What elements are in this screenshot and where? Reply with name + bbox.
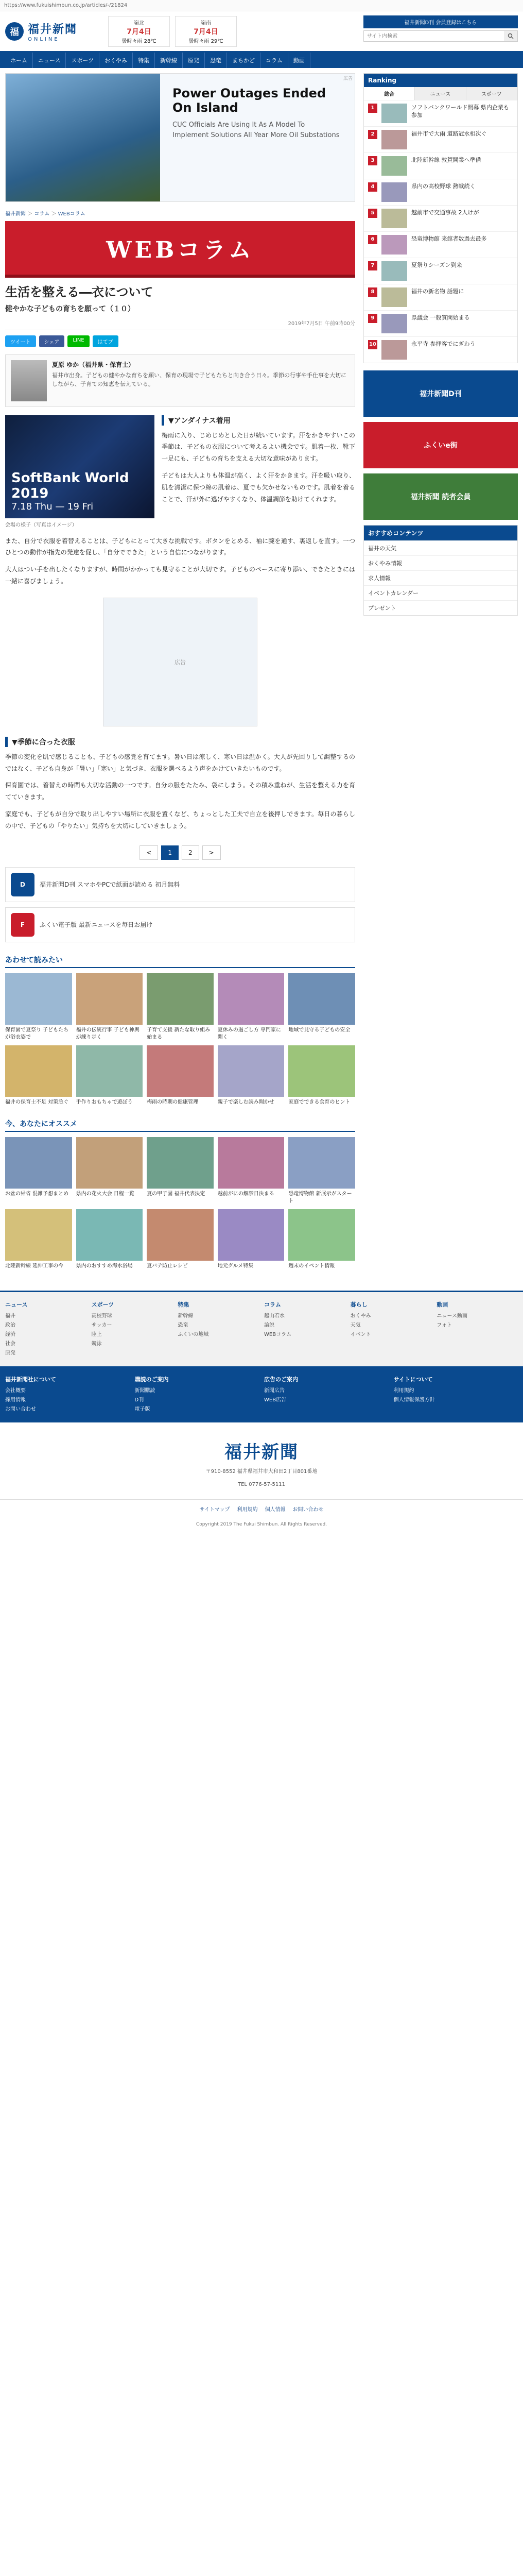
footer-link[interactable]: お問い合わせ [5,1406,36,1413]
ranking-tab[interactable]: ニュース [415,87,466,100]
recommend-item[interactable]: 地元グルメ特集 [218,1209,285,1270]
ranking-tabs [364,87,517,100]
footer-column: 特集 新幹線 恐竜 ふくいの地域 [178,1300,259,1358]
copyright: Copyright 2019 The Fukui Shimbun. All Rights Reserved. [196,1522,327,1528]
nav-item[interactable]: 特集 [133,53,155,68]
related-item[interactable]: 親子で楽しむ読み聞かせ [218,1045,285,1106]
ranking-item[interactable]: 3 北陸新幹線 敦賀開業へ準備 [364,152,517,179]
related-item[interactable]: 夏休みの過ごし方 専門家に聞く [218,973,285,1041]
weather-north[interactable]: 嶺北 7月4日 曇時々雨 28℃ [108,16,170,47]
promo-banner[interactable] [5,907,355,942]
footer-corporate-column: 福井新聞社について 会社概要 採用情報 お問い合わせ [5,1375,130,1415]
breadcrumb-item[interactable]: WEBコラム [58,211,85,217]
related-item[interactable]: 梅雨の時期の健康管理 [147,1045,214,1106]
breadcrumb-item[interactable]: 福井新聞 [5,211,26,217]
footer-link[interactable]: 新聞広告 [264,1388,285,1394]
footer-tel: TEL 0776-57-5111 [237,1482,286,1488]
nav-item[interactable]: 恐竜 [205,53,227,68]
facebook-share-button[interactable]: シェア [39,335,65,347]
footer-link[interactable]: サイトマップ [199,1507,230,1513]
footer-link[interactable]: 恐竜 [178,1322,188,1328]
article-paragraph: 梅雨に入り、じめじめとした日が続いています。汗をかきやすいこの季節は、子どもの衣服について考えるよい機会です。肌着一枚、靴下一足にも、子どもの育ちを支える大切な意味があります。 [162,431,355,463]
ranking-box [363,73,518,363]
footer-link[interactable]: WEBコラム [264,1331,291,1337]
article-meta [5,319,355,330]
article-paragraph: 大人はつい手を出したくなりますが、時間がかかっても見守ることが大切です。子どものペースに寄り添い、できたときには一緒に喜びましょう。 [5,566,355,585]
related-item[interactable]: 福井の伝統行事 子ども神輿が練り歩く [76,973,143,1041]
sidebar [363,73,518,1270]
footer-link[interactable]: 政治 [5,1322,15,1328]
search-icon[interactable] [504,31,517,41]
article-date: 2019年7月5日 午前9時00分 [288,320,355,327]
author-bio: 福井市出身。子どもの健やかな育ちを願い、保育の現場で子どもたちと向き合う日々。季節の行事や手仕事を大切にしながら、子育ての知恵を伝えている。 [52,371,346,388]
footer-corporate-column: サイトについて 利用規約 個人情報保護方針 [394,1375,518,1415]
recommend-item[interactable]: 週末のイベント情報 [288,1209,355,1270]
ranking-tab[interactable]: スポーツ [466,87,517,100]
nav-item[interactable]: 新幹線 [155,53,183,68]
column-banner: WEBコラム [5,221,355,278]
footer-link[interactable]: 新聞購読 [134,1388,155,1394]
site-search [363,30,518,42]
ad-label: 広告 [343,76,353,81]
recommend-item[interactable]: お盆の帰省 混雑予想まとめ [5,1137,72,1205]
footer-link[interactable]: 個人情報保護方針 [393,1397,435,1403]
ranking-item[interactable]: 9 県議会 一般質問始まる [364,310,517,336]
main-column [5,73,355,1270]
ad-image [6,74,160,201]
weather-widget [108,16,237,47]
ranking-item[interactable]: 8 福井の新名物 話題に [364,284,517,310]
footer-column: スポーツ 高校野球 サッカー 陸上 競泳 [92,1300,173,1358]
author-name: 夏原 ゆか（福井県・保育士） [52,361,135,368]
recommend-item[interactable]: 夏バテ防止レシピ [147,1209,214,1270]
recommend-item[interactable]: 北陸新幹線 延伸工事の今 [5,1209,72,1270]
footer-link[interactable]: WEB広告 [264,1397,287,1403]
member-register-button[interactable]: 福井新聞D刊 会員登録はこちら [363,15,518,28]
related-grid [5,973,355,1106]
ranking-title: Ranking [364,74,517,87]
footer-logo[interactable]: 福井新聞 [224,1442,299,1463]
ranking-item[interactable]: 10 永平寺 参拝客でにぎわう [364,336,517,363]
related-item[interactable]: 手作りおもちゃで遊ぼう [76,1045,143,1106]
promo-text: 福井新聞D刊 スマホやPCで紙面が読める 初月無料 [40,881,180,889]
breadcrumb: 福井新聞 ＞ コラム ＞ WEBコラム [5,211,85,217]
site-header [0,11,523,53]
prev-page-button[interactable]: < [140,845,158,860]
nav-item[interactable]: まちかど [227,53,260,68]
footer-link[interactable]: 利用規約 [393,1388,414,1394]
footer-link[interactable]: 利用規約 [237,1507,258,1513]
article-paragraph: また、自分で衣服を着替えることは、子どもにとって大きな挑戦です。ボタンをとめる、袖に腕を通す、裏返しを直す。一つひとつの動作が指先の発達を促し、「自分でできた」という自信につながります。 [5,537,355,556]
footer-link[interactable]: ニュース動画 [437,1313,467,1319]
footer-link[interactable]: 会社概要 [5,1388,26,1394]
nav-item[interactable]: おくやみ [99,53,133,68]
footer-link[interactable]: 福井 [5,1313,15,1319]
nav-item[interactable]: ホーム [5,53,33,68]
footer-corporate-column: 広告のご案内 新聞広告 WEB広告 [264,1375,389,1415]
article-subtitle: 健やかな子どもの育ちを願って（１０） [5,304,135,313]
article-paragraph: 保育園では、着替えの時間も大切な活動の一つです。自分の服をたたみ、袋にしまう。その積み重ねが、生活を整える力を育てていきます。 [5,782,355,801]
related-item[interactable]: 地域で見守る子どもの安全 [288,973,355,1041]
pagination [5,845,355,860]
footer-bottom-links [0,1499,523,1518]
promo-banner[interactable] [5,867,355,902]
related-section-title: あわせて読みたい [5,955,355,968]
ranking-item[interactable]: 4 県内の高校野球 熱戦続く [364,179,517,205]
inline-ad[interactable]: 広告 [103,598,257,726]
footer-links [5,1300,518,1358]
article-title: 生活を整える―衣について [5,285,153,299]
footer-link[interactable]: お問い合わせ [292,1507,324,1513]
footer-link[interactable]: 陸上 [91,1331,102,1337]
top-ad-banner[interactable] [5,73,355,202]
e-edition-icon: F [11,913,34,937]
footer-column: コラム 越山若水 論説 WEBコラム [264,1300,345,1358]
article-paragraph: 季節の変化を肌で感じることも、子どもの感覚を育てます。暑い日は涼しく、寒い日は温かく。大人が先回りして調整するのではなく、子ども自身が「暑い」「寒い」と気づき、衣服を選べるよう声をかけていきたいものです。 [5,753,355,772]
pickup-box [363,525,518,616]
recommend-section-title: 今、あなたにオススメ [5,1118,355,1132]
section-heading: ▼季節に合った衣服 [5,737,355,747]
recommend-grid [5,1137,355,1270]
pickup-item[interactable]: 求人情報 [364,570,517,585]
logo-mark-icon: 福 [5,22,24,41]
share-buttons [5,335,355,347]
footer-link[interactable]: フォト [437,1322,452,1328]
footer-column: 動画 ニュース動画 フォト [437,1300,518,1358]
footer-address: 〒910-8552 福井県福井市大和田2丁目801番地 [205,1469,318,1475]
footer-link[interactable]: 採用情報 [5,1397,26,1403]
page-number[interactable]: 2 [182,845,199,860]
site-footer [0,1291,523,1532]
url-bar[interactable]: https://www.fukuishimbun.co.jp/articles/-/21824 [0,0,523,11]
recommend-item[interactable]: 恐竜博物館 新展示がスタート [288,1137,355,1205]
ranking-item[interactable]: 1 ソフトバンクワールド開幕 県内企業も参加 [364,100,517,126]
footer-link[interactable]: イベント [350,1331,371,1337]
ranking-item[interactable]: 7 夏祭りシーズン到来 [364,258,517,284]
footer-link[interactable]: D刊 [134,1397,144,1403]
footer-link[interactable]: 論説 [264,1322,274,1328]
related-item[interactable]: 子育て支援 新たな取り組み始まる [147,973,214,1041]
breadcrumb-item[interactable]: コラム [34,211,50,217]
recommend-item[interactable]: 越前がにの解禁日決まる [218,1137,285,1205]
hatena-share-button[interactable]: はてブ [93,335,118,347]
twitter-share-button[interactable]: ツイート [5,335,36,347]
footer-link[interactable]: 原発 [5,1350,15,1356]
related-item[interactable]: 保育園で夏祭り 子どもたちが浴衣姿で [5,973,72,1041]
footer-link[interactable]: 競泳 [91,1341,102,1347]
figure-date: 7.18 Thu — 19 Fri [11,501,94,512]
ranking-item[interactable]: 5 越前市で交通事故 2人けが [364,205,517,231]
author-profile [5,354,355,407]
logo-text: 福井新聞 [28,22,78,36]
figure-headline: SoftBank World 2019 [11,470,129,501]
next-page-button[interactable]: > [202,845,221,860]
article-paragraph: 家庭でも、子どもが自分で取り出しやすい場所に衣服を置くなど、ちょっとした工夫で自立を後押しできます。毎日の暮らしの中で、子どもの「やりたい」気持ちを大切にしていきましょう。 [5,810,355,829]
weather-south[interactable]: 嶺南 7月4日 曇時々雨 29℃ [175,16,237,47]
pickup-item[interactable]: プレゼント [364,600,517,615]
footer-link[interactable]: 天気 [350,1322,361,1328]
footer-column: ニュース 福井 政治 経済 社会 原発 [5,1300,86,1358]
ad-title: Power Outages Ended On Island [172,86,326,115]
footer-corporate-column: 購読のご案内 新聞購読 D刊 電子版 [135,1375,259,1415]
ranking-tab[interactable]: 総合 [364,87,415,100]
recommend-item[interactable]: 夏の甲子園 福井代表決定 [147,1137,214,1205]
footer-link[interactable]: おくやみ [350,1313,371,1319]
article-figure[interactable] [5,415,154,528]
promo-text: ふくい電子版 最新ニュースを毎日お届け [40,921,153,929]
pickup-title: おすすめコンテンツ [364,526,517,540]
recommend-item[interactable]: 県内のおすすめ海水浴場 [76,1209,143,1270]
footer-link[interactable]: 越山若水 [264,1313,285,1319]
footer-link[interactable]: 個人情報 [265,1507,286,1513]
nav-item[interactable]: コラム [260,53,288,68]
logo-subtext: ONLINE [28,36,60,42]
pickup-item[interactable]: おくやみ情報 [364,555,517,570]
footer-brand [0,1422,523,1499]
site-logo[interactable] [5,21,103,42]
sidebar-banner[interactable]: ふくいe街 [363,422,518,468]
footer-corporate [0,1366,523,1423]
ranking-item[interactable]: 6 恐竜博物館 来館者数過去最多 [364,231,517,258]
nav-item[interactable]: 動画 [288,53,310,68]
pickup-item[interactable]: イベントカレンダー [364,585,517,600]
footer-link[interactable]: サッカー [91,1322,112,1328]
search-input[interactable] [364,31,504,41]
nav-item[interactable]: ニュース [33,53,66,68]
nav-item[interactable]: 原発 [183,53,205,68]
author-photo [11,360,47,401]
nav-item[interactable]: スポーツ [66,53,99,68]
line-share-button[interactable]: LINE [67,335,89,347]
footer-link[interactable]: 社会 [5,1341,15,1347]
recommend-item[interactable]: 県内の花火大会 日程一覧 [76,1137,143,1205]
d-kan-icon: D [11,873,34,896]
related-item[interactable]: 福井の保育士不足 対策急ぐ [5,1045,72,1106]
footer-link[interactable]: 経済 [5,1331,15,1337]
related-item[interactable]: 家庭でできる食育のヒント [288,1045,355,1106]
footer-column: 暮らし おくやみ 天気 イベント [351,1300,432,1358]
ranking-item[interactable]: 2 福井市で大雨 道路冠水相次ぐ [364,126,517,152]
section-heading: ▼アンダイナス着用 [162,415,355,426]
page-number-current[interactable]: 1 [161,845,179,860]
footer-link[interactable]: 高校野球 [91,1313,112,1319]
sidebar-banner[interactable]: 福井新聞D刊 [363,370,518,417]
footer-link[interactable]: 電子版 [134,1406,150,1413]
ad-description: CUC Officials Are Using It As A Model To Implement Solutions All Year More Oil Substations [172,121,340,139]
article-paragraph: 子どもは大人よりも体温が高く、よく汗をかきます。汗を吸い取り、肌を清潔に保つ綿の肌着は、夏でも欠かせないものです。肌着を着ることで、汗が外に逃げやすくなり、体温調節を助けてくれます。 [162,471,355,503]
footer-link[interactable]: 新幹線 [178,1313,194,1319]
footer-link[interactable]: ふくいの地域 [178,1331,209,1337]
sidebar-banner[interactable]: 福井新聞 読者会員 [363,473,518,520]
figure-caption: 会場の様子（写真はイメージ） [5,522,77,528]
global-nav [0,53,523,68]
pickup-item[interactable]: 福井の天気 [364,540,517,555]
